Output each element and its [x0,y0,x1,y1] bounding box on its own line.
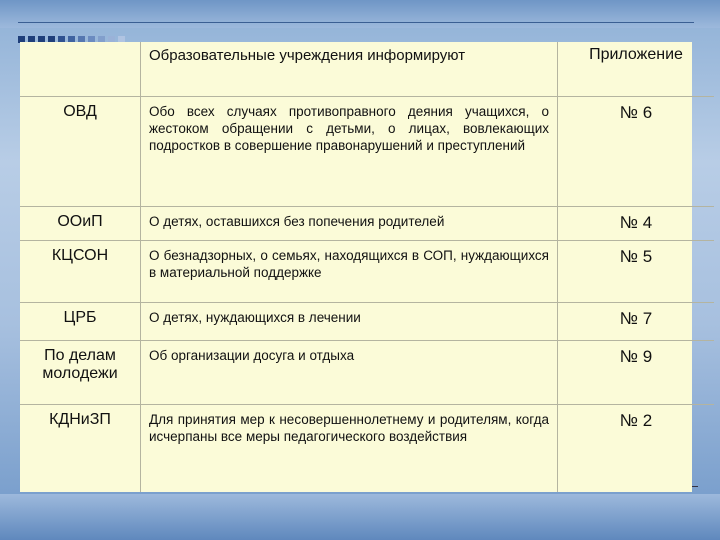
description-cell: Для принятия мер к несовершеннолетнему и родителям, когда исчерпаны все меры педагогического воздействия [141,405,558,493]
institutions-table [20,42,692,492]
appendix-cell: № 4 [558,207,715,241]
institution-cell: ООиП [20,207,141,241]
header-appendix-cell: Приложение [558,42,715,97]
appendix-cell: № 2 [619,411,653,430]
description-cell: Обо всех случаях противоправного деяния учащихся, о жестоком обращении с детьми, о лицах, вовлекающих подростков в совершение правонарушений и преступлений [141,97,558,207]
table-row [20,303,714,341]
slide-top-band [0,0,720,28]
institution-cell: ЦРБ [20,303,141,341]
description-cell: О детях, нуждающихся в лечении [141,303,558,341]
decorative-tick [692,486,698,487]
description-cell: Об организации досуга и отдыха [141,341,558,405]
table-header-row [20,42,714,97]
appendix-cell: № 7 [558,303,715,341]
table-row [20,341,714,405]
institution-cell: ОВД [20,97,141,207]
table-row [20,207,714,241]
table-row [20,405,714,493]
institution-cell: КЦСОН [20,241,141,303]
institution-cell: По делам молодежи [20,341,141,405]
description-cell: О детях, оставшихся без попечения родителей [141,207,558,241]
slide-bottom-band [0,494,720,540]
decorative-line [18,22,694,23]
appendix-cell: № 9 [558,341,715,405]
table-row [20,97,714,207]
table-grid [20,42,714,492]
description-cell: О безнадзорных, о семьях, находящихся в СОП, нуждающихся в материальной поддержке [141,241,558,303]
institution-cell: КДНиЗП [20,405,141,493]
header-informs-cell: Образовательные учреждения информируют [141,42,558,97]
table-row [20,241,714,303]
header-institution-cell [20,42,141,97]
appendix-cell: № 6 [558,97,715,207]
appendix-cell: № 5 [558,241,715,303]
